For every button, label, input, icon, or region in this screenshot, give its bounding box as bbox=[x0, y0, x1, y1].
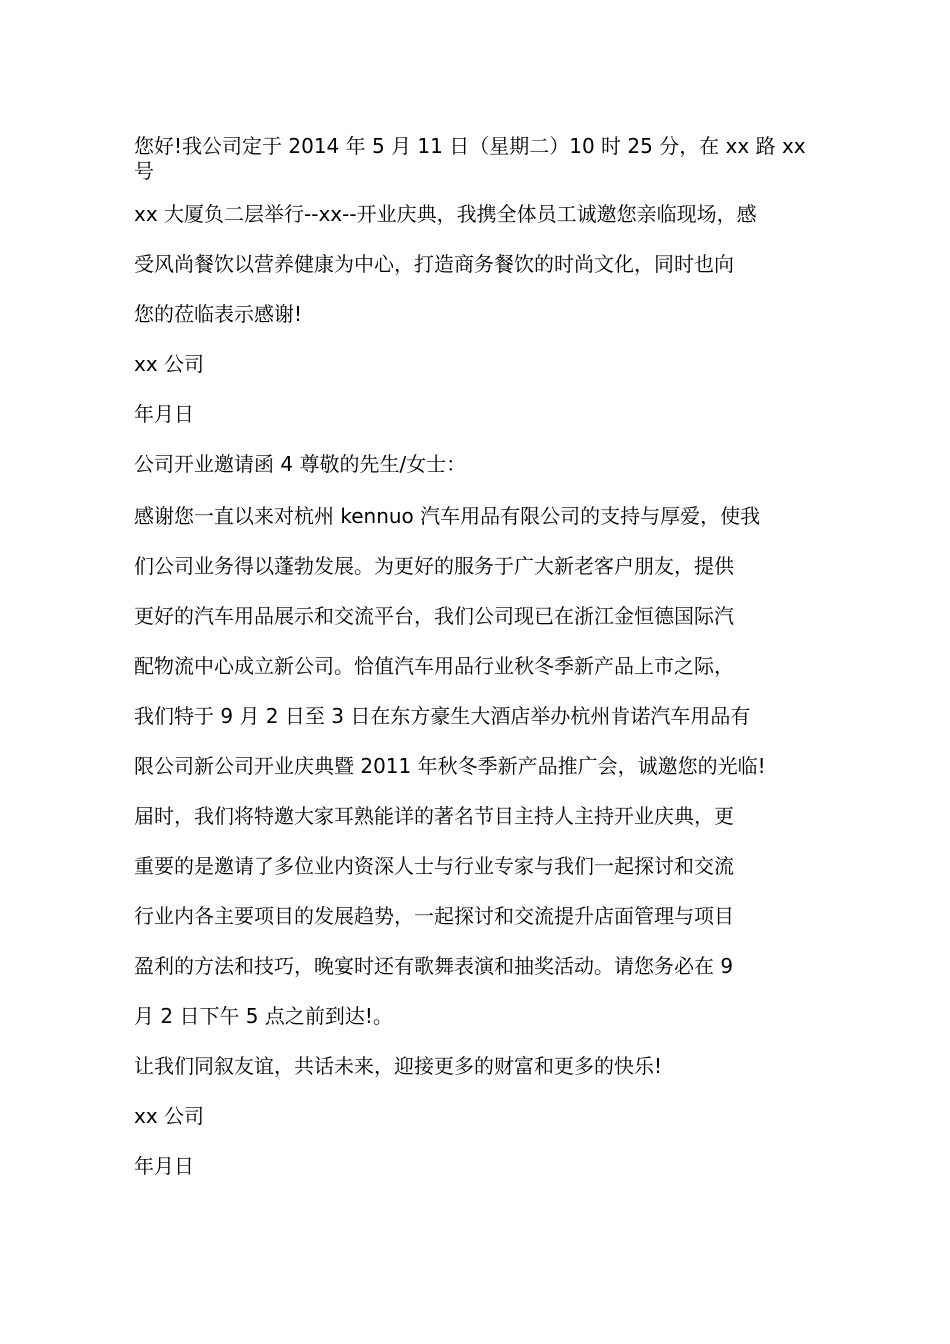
text-line: 感谢您一直以来对杭州 kennuo 汽车用品有限公司的支持与厚爱，使我 bbox=[134, 504, 761, 528]
text-line: 月 2 日下午 5 点之前到达!。 bbox=[134, 1004, 393, 1028]
text-line: 您的莅临表示感谢! bbox=[134, 302, 303, 326]
text-line: 限公司新公司开业庆典暨 2011 年秋冬季新产品推广会，诚邀您的光临! bbox=[134, 754, 766, 778]
text-line: 们公司业务得以蓬勃发展。为更好的服务于广大新老客户朋友，提供 bbox=[134, 554, 734, 578]
intro-paragraph: 您好!我公司定于 2014 年 5 月 11 日（星期二）10 时 25 分，在 xx 路 xx 号 bbox=[134, 134, 806, 183]
signature-date: 年月日 bbox=[134, 402, 194, 426]
text-line: 届时，我们将特邀大家耳熟能详的著名节目主持人主持开业庆典，更 bbox=[134, 804, 734, 828]
text-line: 更好的汽车用品展示和交流平台，我们公司现已在浙江金恒德国际汽 bbox=[134, 604, 734, 628]
signature-date: 年月日 bbox=[134, 1154, 194, 1178]
text-line: 行业内各主要项目的发展趋势，一起探讨和交流提升店面管理与项目 bbox=[134, 904, 734, 928]
section-heading: 公司开业邀请函 4 尊敬的先生/女士： bbox=[134, 452, 467, 476]
text-line: 让我们同叙友谊，共话未来，迎接更多的财富和更多的快乐! bbox=[134, 1054, 663, 1078]
text-line: 配物流中心成立新公司。恰值汽车用品行业秋冬季新产品上市之际， bbox=[134, 654, 734, 678]
signature-company: xx 公司 bbox=[134, 352, 205, 376]
signature-company: xx 公司 bbox=[134, 1104, 205, 1128]
text-line: 受风尚餐饮以营养健康为中心，打造商务餐饮的时尚文化，同时也向 bbox=[134, 252, 734, 276]
text-line: 我们特于 9 月 2 日至 3 日在东方豪生大酒店举办杭州肯诺汽车用品有 bbox=[134, 704, 751, 728]
text-line: xx 大厦负二层举行--xx--开业庆典，我携全体员工诚邀您亲临现场，感 bbox=[134, 202, 757, 226]
text-line: 重要的是邀请了多位业内资深人士与行业专家与我们一起探讨和交流 bbox=[134, 854, 734, 878]
text-line: 盈利的方法和技巧，晚宴时还有歌舞表演和抽奖活动。请您务必在 9 bbox=[134, 954, 734, 978]
